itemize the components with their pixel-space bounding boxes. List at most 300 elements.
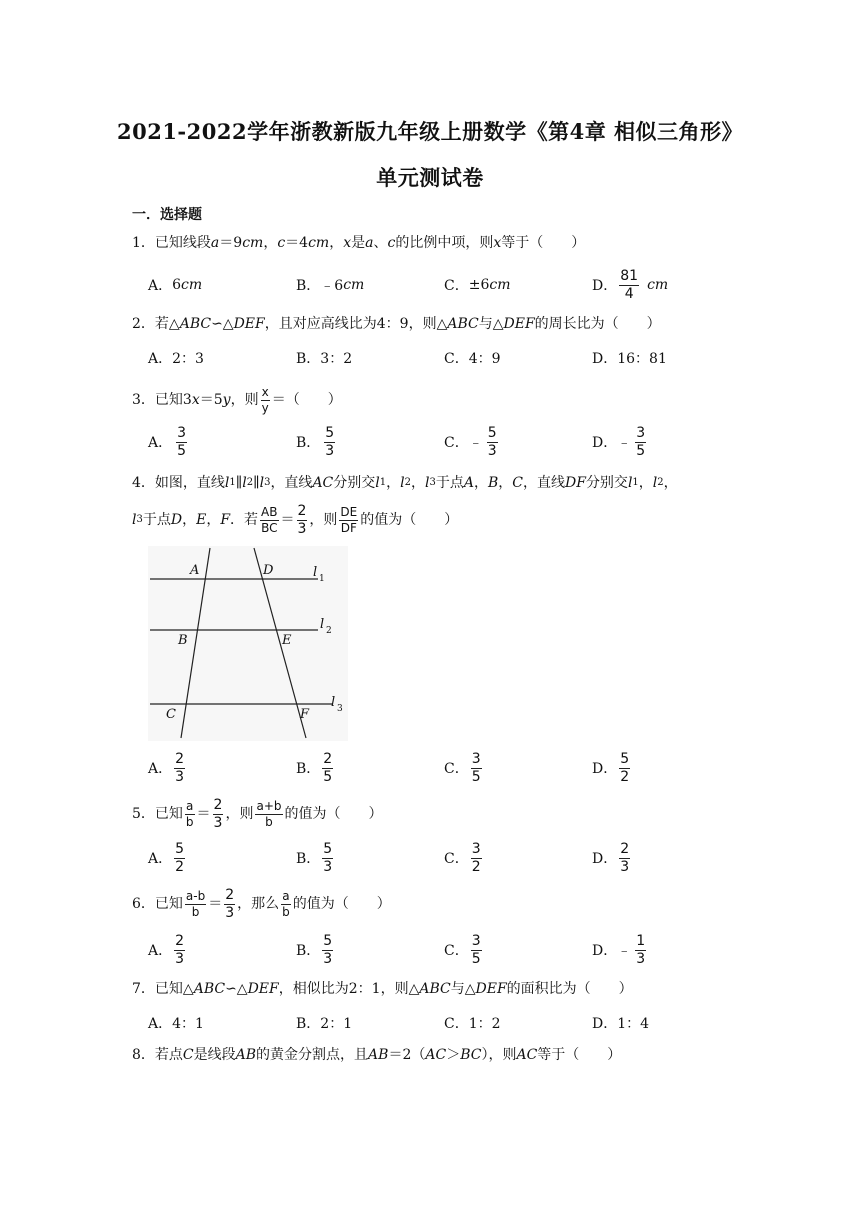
- numerator: DE: [340, 504, 358, 519]
- numerator: 5: [620, 750, 630, 767]
- numerator: 2: [323, 750, 333, 767]
- question-text: 的值为（ ）: [360, 512, 459, 528]
- subscript: 2: [404, 477, 411, 488]
- question-text: 于点: [435, 475, 464, 491]
- var: ABC: [447, 316, 479, 332]
- sign: ﹣: [617, 943, 632, 959]
- subscript: 3: [136, 514, 143, 525]
- numerator: 2: [175, 750, 185, 767]
- numerator: 2: [297, 502, 307, 519]
- question-text: ，则: [225, 806, 254, 822]
- var: DEF: [247, 981, 279, 997]
- fraction: [619, 842, 630, 875]
- numerator: 3: [177, 424, 187, 441]
- numerator: 1: [636, 932, 646, 949]
- page-title-line1: 2021-2022学年浙教新版九年级上册数学《第4章 相似三角形》: [116, 119, 744, 144]
- denominator: 3: [175, 950, 185, 967]
- var: E: [196, 512, 207, 528]
- var: AC: [425, 1047, 447, 1063]
- label-line: l: [313, 565, 318, 580]
- question-text: ＝9: [219, 235, 243, 251]
- question-text: ．若: [230, 512, 259, 528]
- var: l: [375, 475, 380, 491]
- option-c[interactable]: [444, 338, 501, 378]
- question-number: 6．: [132, 896, 155, 912]
- fraction: [174, 752, 185, 785]
- question-number: 1．: [132, 235, 155, 251]
- denominator: b: [191, 904, 200, 919]
- options-q5: [148, 838, 728, 878]
- var: A: [463, 475, 474, 491]
- denominator: 5: [636, 442, 646, 459]
- label-line-sub: 2: [326, 626, 332, 636]
- option-value: 2：1: [320, 1016, 353, 1032]
- denominator: DF: [340, 520, 357, 535]
- denominator: b: [282, 904, 290, 919]
- denominator: 5: [323, 768, 333, 785]
- var: x: [343, 235, 352, 251]
- fraction: [471, 752, 482, 785]
- option-a[interactable]: [148, 930, 187, 970]
- question-text: ＝: [196, 806, 211, 822]
- section-heading: 一．选择题: [132, 207, 202, 223]
- option-unit: cm: [181, 277, 203, 293]
- question-4-line2: [132, 502, 732, 538]
- question-6: [132, 886, 732, 922]
- question-text: 与△: [478, 316, 504, 332]
- question-text: ，: [410, 475, 425, 491]
- option-value: 4：9: [468, 351, 501, 367]
- option-a[interactable]: [148, 1003, 204, 1043]
- option-label: A．: [148, 435, 173, 451]
- page-title-line2: 单元测试卷: [376, 165, 484, 190]
- label-point: E: [282, 633, 292, 648]
- question-text: 如图，直线: [154, 475, 225, 491]
- numerator: 3: [471, 840, 481, 857]
- option-label: B．: [296, 435, 321, 451]
- denominator: 2: [471, 858, 481, 875]
- option-a[interactable]: [148, 748, 187, 788]
- subscript: 1: [379, 477, 387, 488]
- question-text: 若点: [154, 1047, 183, 1063]
- var: ABC: [419, 981, 451, 997]
- numerator: 5: [323, 932, 333, 949]
- numerator: 5: [175, 840, 185, 857]
- question-text: 的值为（ ）: [284, 806, 383, 822]
- question-number: 5．: [132, 806, 155, 822]
- question-3: [132, 382, 732, 418]
- fraction: [619, 269, 639, 302]
- numerator: 2: [620, 840, 630, 857]
- question-text: ＝: [280, 512, 295, 528]
- var: y: [222, 392, 231, 408]
- numerator: 2: [213, 796, 223, 813]
- option-c[interactable]: [444, 1003, 501, 1043]
- fraction: [281, 890, 291, 919]
- option-label: D．: [592, 851, 618, 867]
- denominator: 2: [620, 768, 630, 785]
- fraction: [471, 842, 482, 875]
- option-b[interactable]: [296, 838, 335, 878]
- question-text: ，: [329, 235, 344, 251]
- fraction: [297, 504, 308, 537]
- question-text: 已知: [154, 896, 183, 912]
- option-a[interactable]: [148, 265, 202, 305]
- question-text: 已知3: [154, 392, 192, 408]
- var: l: [652, 475, 658, 491]
- var: l: [627, 475, 633, 491]
- fraction: [471, 934, 482, 967]
- option-a[interactable]: [148, 338, 204, 378]
- option-label: A．: [148, 278, 173, 294]
- var: ABC: [179, 316, 212, 332]
- denominator: 2: [175, 858, 185, 875]
- option-d[interactable]: [592, 338, 667, 378]
- options-q3: [148, 422, 728, 462]
- var: B: [487, 475, 499, 491]
- fraction: [261, 386, 270, 415]
- var: DEF: [233, 316, 265, 332]
- question-5: [132, 796, 732, 832]
- option-label: C．: [444, 943, 469, 959]
- denominator: y: [261, 400, 269, 415]
- numerator: 5: [325, 424, 335, 441]
- label-point: F: [300, 707, 310, 722]
- denominator: 3: [636, 950, 646, 967]
- option-b[interactable]: [296, 422, 337, 462]
- var: x: [493, 235, 502, 251]
- question-text: 、: [373, 235, 388, 251]
- var: l: [259, 475, 265, 491]
- question-text: ∥: [253, 475, 260, 491]
- label-line: l: [320, 617, 325, 632]
- question-text: 的黄金分割点，且: [256, 1047, 369, 1063]
- question-text: ＝2（: [388, 1047, 426, 1063]
- var: C: [512, 475, 523, 491]
- var: ABC: [193, 981, 226, 997]
- numerator: a+b: [256, 798, 282, 813]
- option-label: B．: [296, 278, 321, 294]
- question-text: ，: [498, 475, 513, 491]
- question-text: ，且对应高线比为4：9，则△: [264, 316, 448, 332]
- var: c: [277, 235, 286, 251]
- question-7: [132, 978, 732, 1000]
- option-label: C．: [444, 761, 469, 777]
- question-text: 与△: [450, 981, 476, 997]
- option-label: C．: [444, 351, 469, 367]
- option-value: 1：2: [468, 1016, 501, 1032]
- label-point: D: [263, 563, 274, 578]
- fraction: [255, 800, 282, 829]
- var: F: [220, 512, 231, 528]
- var: DEF: [475, 981, 507, 997]
- option-a[interactable]: [148, 422, 189, 462]
- options-q4: [148, 748, 728, 788]
- numerator: a: [282, 888, 290, 903]
- option-d[interactable]: [592, 1003, 649, 1043]
- numerator: 3: [471, 750, 481, 767]
- question-text: ＞: [446, 1047, 461, 1063]
- option-a[interactable]: [148, 838, 187, 878]
- parallel-lines-figure: [148, 546, 348, 741]
- question-text: ，相似比为2：1，则△: [278, 981, 420, 997]
- fraction: [260, 506, 278, 535]
- option-label: D．: [592, 278, 618, 294]
- sign: ﹣: [617, 435, 632, 451]
- question-number: 3．: [132, 392, 155, 408]
- label-line-sub: 3: [337, 704, 343, 714]
- option-value: 2：3: [172, 351, 204, 367]
- option-label: A．: [148, 943, 173, 959]
- fraction: [322, 752, 333, 785]
- option-label: A．: [148, 351, 173, 367]
- question-2: [132, 313, 732, 335]
- var: AC: [312, 475, 334, 491]
- fraction: [174, 934, 185, 967]
- question-text: ，那么: [237, 896, 280, 912]
- question-text: 的周长比为（ ）: [534, 316, 661, 332]
- fraction: [224, 888, 235, 921]
- denominator: 5: [471, 768, 481, 785]
- var: C: [182, 1047, 194, 1063]
- question-8: [132, 1044, 732, 1066]
- question-text: 已知△: [154, 981, 194, 997]
- numerator: 5: [487, 424, 497, 441]
- option-label: D．: [592, 435, 618, 451]
- question-text: ∥: [235, 475, 243, 491]
- option-label: A．: [148, 1016, 173, 1032]
- fraction: [185, 800, 195, 829]
- label-point: B: [178, 633, 188, 648]
- question-text: 于点: [142, 512, 171, 528]
- option-d[interactable]: [592, 748, 632, 788]
- option-b[interactable]: [296, 338, 352, 378]
- numerator: 3: [471, 932, 481, 949]
- denominator: 3: [213, 814, 223, 831]
- option-label: B．: [296, 1016, 321, 1032]
- option-label: A．: [148, 851, 173, 867]
- question-text: 分别交: [333, 475, 376, 491]
- denominator: 3: [225, 904, 235, 921]
- numerator: AB: [261, 504, 278, 519]
- question-text: 已知: [154, 806, 183, 822]
- denominator: 3: [175, 768, 185, 785]
- var: AC: [516, 1047, 538, 1063]
- var: l: [242, 475, 247, 491]
- option-value: ±6: [468, 277, 490, 293]
- question-text: 已知线段: [154, 235, 211, 251]
- option-c[interactable]: [444, 422, 500, 462]
- question-text: ，则: [309, 512, 338, 528]
- options-q2: [148, 338, 728, 378]
- question-text: ＝: [208, 896, 223, 912]
- var: l: [224, 475, 230, 491]
- question-text: ，则: [230, 392, 259, 408]
- denominator: 3: [323, 950, 333, 967]
- numerator: a: [186, 798, 194, 813]
- denominator: 3: [325, 442, 335, 459]
- option-value: 4：1: [172, 1016, 204, 1032]
- fraction: [487, 426, 498, 459]
- option-b[interactable]: [296, 748, 335, 788]
- subscript: 3: [429, 477, 436, 488]
- option-c[interactable]: [444, 748, 484, 788]
- var: x: [191, 392, 200, 408]
- question-text: ），则: [481, 1047, 517, 1063]
- options-q1: [148, 265, 728, 305]
- numerator: x: [261, 384, 269, 399]
- option-b[interactable]: [296, 930, 335, 970]
- options-q7: [148, 1003, 728, 1043]
- var: l: [424, 475, 430, 491]
- label-point: A: [190, 563, 200, 578]
- var: AB: [368, 1047, 389, 1063]
- question-text: 等于（ ）: [501, 235, 586, 251]
- option-label: C．: [444, 851, 469, 867]
- option-b[interactable]: [296, 1003, 352, 1043]
- option-c[interactable]: [444, 838, 484, 878]
- option-unit: cm: [489, 277, 511, 293]
- option-label: B．: [296, 851, 321, 867]
- question-number: 2．: [132, 316, 155, 332]
- subscript: 2: [657, 477, 664, 488]
- option-d[interactable]: [592, 422, 648, 462]
- unit: cm: [242, 235, 264, 251]
- denominator: b: [265, 814, 273, 829]
- option-d[interactable]: [592, 838, 632, 878]
- option-label: D．: [592, 351, 618, 367]
- question-text: ，: [182, 512, 197, 528]
- option-unit: cm: [343, 277, 365, 293]
- numerator: 81: [620, 267, 639, 284]
- fraction: [322, 934, 333, 967]
- var: AB: [235, 1047, 257, 1063]
- question-text: ，: [206, 512, 221, 528]
- option-unit: cm: [647, 277, 669, 293]
- sign: ﹣: [468, 435, 483, 451]
- var: a: [365, 235, 374, 251]
- options-q6: [148, 930, 728, 970]
- question-4-line1: [132, 472, 732, 494]
- option-label: C．: [444, 435, 469, 451]
- subscript: 3: [264, 477, 271, 488]
- var: l: [400, 475, 405, 491]
- question-text: 若△: [154, 316, 180, 332]
- var: c: [387, 235, 396, 251]
- subscript: 1: [632, 477, 639, 488]
- option-d[interactable]: [592, 930, 648, 970]
- question-text: ，: [638, 475, 653, 491]
- option-c[interactable]: [444, 930, 484, 970]
- var: BC: [460, 1047, 482, 1063]
- denominator: 5: [471, 950, 481, 967]
- option-value: 1：4: [617, 1016, 650, 1032]
- option-d[interactable]: [592, 265, 668, 305]
- label-line-sub: 1: [319, 574, 325, 584]
- option-value: ﹣6: [320, 278, 344, 294]
- denominator: 3: [620, 858, 630, 875]
- var: l: [132, 512, 137, 528]
- question-text: ∽△: [225, 981, 248, 997]
- fraction: [635, 934, 646, 967]
- unit: cm: [308, 235, 330, 251]
- fraction: [174, 842, 185, 875]
- option-label: D．: [592, 761, 618, 777]
- fraction: [213, 798, 224, 831]
- option-label: C．: [444, 1016, 469, 1032]
- option-c[interactable]: [444, 265, 510, 305]
- denominator: 5: [177, 442, 187, 459]
- option-label: C．: [444, 278, 469, 294]
- denominator: b: [185, 814, 194, 829]
- question-text: 的比例中项，则: [395, 235, 494, 251]
- option-label: B．: [296, 761, 321, 777]
- question-text: ，直线: [270, 475, 313, 491]
- var: DEF: [503, 316, 535, 332]
- var: a: [210, 235, 220, 251]
- denominator: 3: [323, 858, 333, 875]
- option-label: A．: [148, 761, 173, 777]
- question-text: 等于（ ）: [537, 1047, 622, 1063]
- fraction: [322, 842, 333, 875]
- question-text: ，直线: [522, 475, 565, 491]
- option-label: B．: [296, 943, 321, 959]
- fraction: [324, 426, 335, 459]
- question-number: 8．: [132, 1047, 155, 1063]
- denominator: 3: [487, 442, 497, 459]
- numerator: 3: [636, 424, 646, 441]
- question-text: ，: [386, 475, 401, 491]
- question-text: 的面积比为（ ）: [506, 981, 633, 997]
- numerator: 5: [323, 840, 333, 857]
- question-1: [132, 232, 732, 254]
- denominator: BC: [261, 520, 278, 535]
- denominator: 4: [624, 285, 634, 302]
- option-label: D．: [592, 1016, 618, 1032]
- question-number: 4．: [132, 475, 155, 491]
- fraction: [619, 752, 630, 785]
- question-text: 分别交: [585, 475, 628, 491]
- question-text: 的值为（ ）: [292, 896, 391, 912]
- subscript: 2: [246, 477, 254, 488]
- label-line: l: [331, 695, 336, 710]
- fraction: [185, 890, 206, 919]
- question-text: 是: [351, 235, 366, 251]
- option-b[interactable]: [296, 265, 364, 305]
- numerator: 2: [225, 886, 235, 903]
- question-text: ＝（ ）: [271, 392, 342, 408]
- fraction: [176, 426, 187, 459]
- question-text: ＝5: [199, 392, 223, 408]
- label-point: C: [166, 707, 176, 722]
- option-value: 6: [172, 277, 182, 293]
- var: D: [170, 512, 183, 528]
- question-text: 是线段: [193, 1047, 236, 1063]
- fraction: [635, 426, 646, 459]
- question-text: ，: [263, 235, 278, 251]
- question-number: 7．: [132, 981, 155, 997]
- fraction: [339, 506, 358, 535]
- option-label: B．: [296, 351, 321, 367]
- numerator: a-b: [185, 888, 206, 903]
- denominator: 3: [297, 520, 307, 537]
- var: DF: [564, 475, 586, 491]
- numerator: 2: [175, 932, 185, 949]
- option-value: 16：81: [617, 351, 667, 367]
- question-text: ，: [663, 475, 678, 491]
- question-text: ＝4: [285, 235, 309, 251]
- question-text: ∽△: [211, 316, 234, 332]
